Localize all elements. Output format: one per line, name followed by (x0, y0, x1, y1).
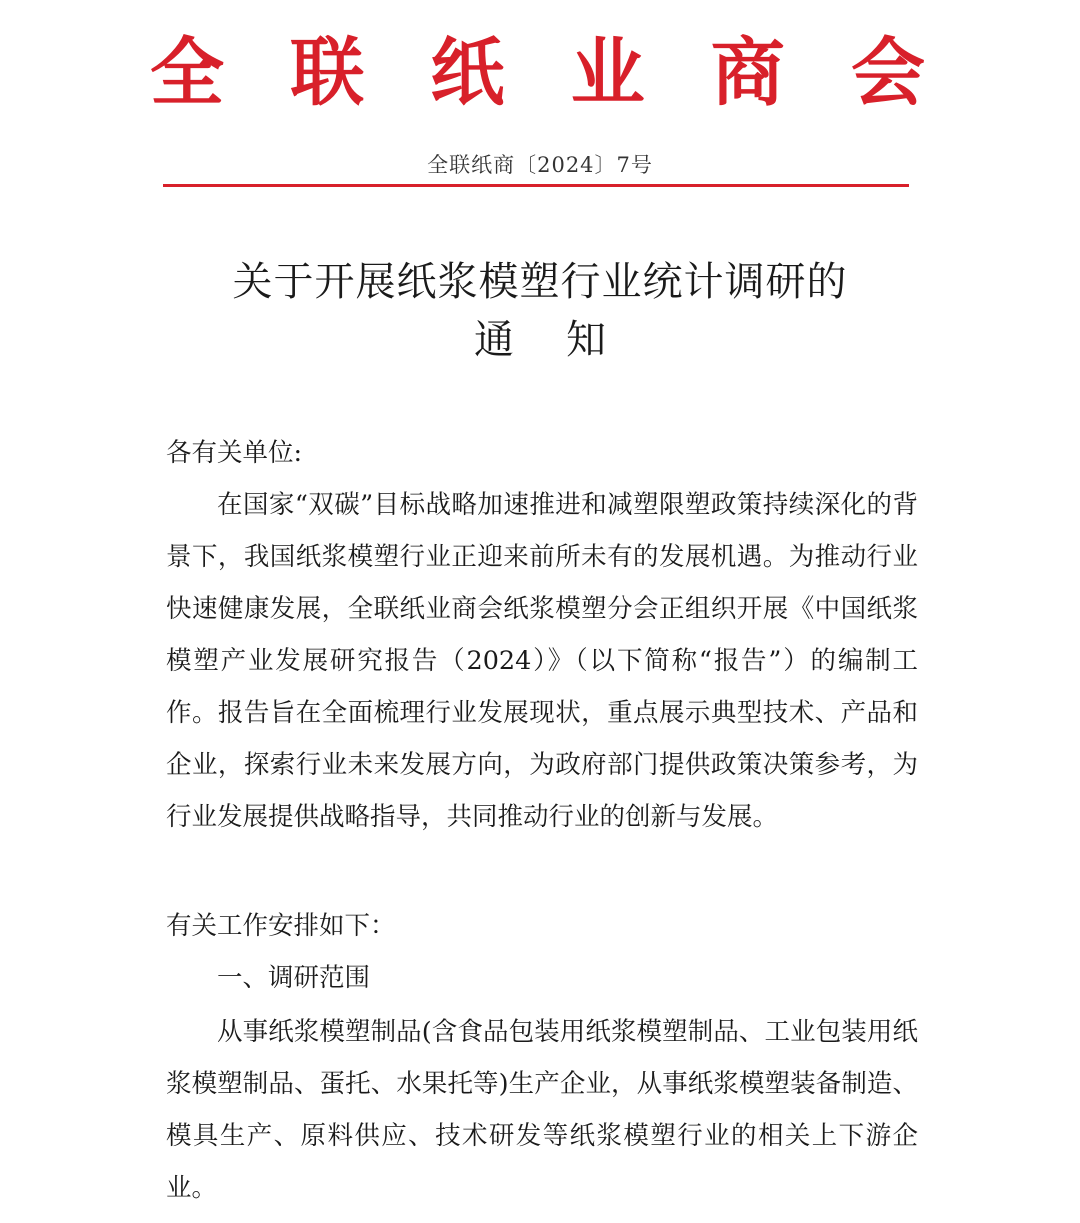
scope-paragraph: 从事纸浆模塑制品(含食品包装用纸浆模塑制品、工业包装用纸浆模塑制品、蛋托、水果托等)生产企业，从事纸浆模塑装备制造、模具生产、原料供应、技术研发等纸浆模塑行业的相关上下游企业。 (166, 1017, 918, 1203)
organization-header (150, 28, 925, 118)
org-char: 全 (150, 30, 224, 116)
header-divider (163, 184, 909, 187)
org-char: 纸 (430, 30, 505, 116)
document-title-line-1: 关于开展纸浆模塑行业统计调研的 (232, 259, 848, 305)
title-char-tong: 通 (474, 317, 514, 363)
org-char: 联 (290, 30, 365, 116)
org-char: 业 (570, 30, 645, 116)
title-char-zhi: 知 (566, 317, 606, 363)
org-char: 会 (850, 30, 925, 116)
document-title-line-2 (0, 315, 1080, 365)
arrangement-intro: 有关工作安排如下： (166, 911, 396, 941)
org-char: 商 (710, 30, 785, 116)
intro-paragraph: 在国家“双碳”目标战略加速推进和减塑限塑政策持续深化的背景下，我国纸浆模塑行业正迎来前所未有的发展机遇。为推动行业快速健康发展，全联纸业商会纸浆模塑分会正组织开展《中国纸浆模塑产业发展研究报告（2024）》（以下简称“报告”）的编制工作。报告旨在全面梳理行业发展现状，重点展示典型技术、产品和企业，探索行业未来发展方向，为政府部门提供政策决策参考，为行业发展提供战略指导，共同推动行业的创新与发展。 (166, 490, 918, 832)
document-number: 全联纸商〔2024〕7号 (427, 153, 653, 177)
section-heading-scope: 一、调研范围 (217, 963, 371, 993)
salutation: 各有关单位: (166, 438, 303, 468)
